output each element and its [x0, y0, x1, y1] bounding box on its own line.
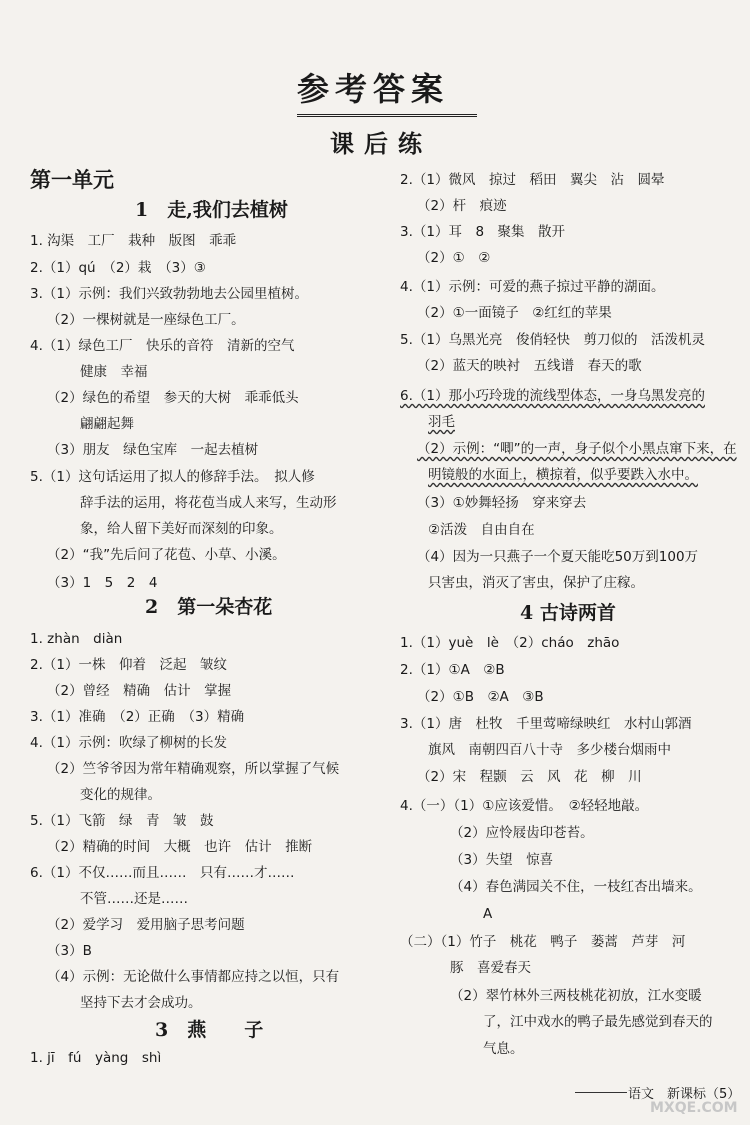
answer-line: （2）竺爷爷因为常年精确观察，所以掌握了气候 — [47, 761, 340, 777]
answer-line: （2）一棵树就是一座绿色工厂。 — [47, 312, 245, 328]
answer-line: 4.（一）（1）①应该爱惜。 ②轻轻地敲。 — [400, 798, 649, 814]
page-footer-label: 语文 新课标（5） — [628, 1087, 741, 1102]
answer-line: 2.（1）①A ②B — [400, 662, 505, 678]
answer-line: A — [483, 906, 493, 922]
answer-line: （2）应怜屐齿印苍苔。 — [450, 825, 594, 841]
answer-line: （2）宋 程颢 云 风 花 柳 川 — [417, 769, 642, 785]
answer-line: 1. 沟渠 工厂 栽种 版图 乖乖 — [30, 233, 237, 249]
answer-line: 豚 喜爱春天 — [450, 960, 531, 976]
footer-rule — [575, 1092, 627, 1093]
answer-line: （2）①B ②A ③B — [417, 689, 544, 705]
answer-line: （2）翠竹林外三两枝桃花初放，江水变暖 — [450, 988, 702, 1004]
answer-line: 6.（1）不仅……而且…… 只有……才…… — [30, 865, 295, 881]
answer-line: （3）①妙舞轻扬 穿来穿去 — [417, 495, 587, 511]
answer-line: 辞手法的运用，将花苞当成人来写，生动形 — [80, 495, 337, 511]
answer-line: 3.（1）耳 8 聚集 散开 — [400, 224, 566, 240]
answer-line: （2）蓝天的映衬 五线谱 春天的歌 — [417, 358, 642, 374]
answer-line: （4）因为一只燕子一个夏天能吃50万到100万 — [417, 549, 699, 565]
answer-line: 变化的规律。 — [80, 787, 161, 803]
answer-line: ②活泼 自由自在 — [428, 522, 535, 538]
answer-line: 只害虫，消灭了害虫，保护了庄稼。 — [428, 575, 644, 591]
answer-line: 3.（1）准确 （2）正确 （3）精确 — [30, 709, 245, 725]
answer-line: 1.（1）yuè lè （2）cháo zhāo — [400, 635, 620, 651]
answer-line: （二）（1）竹子 桃花 鸭子 蒌蒿 芦芽 河 — [400, 934, 686, 950]
answer-line: 2.（1）微风 掠过 稻田 翼尖 沾 圆晕 — [400, 172, 665, 188]
answer-line: 4.（1）绿色工厂 快乐的音符 清新的空气 — [30, 338, 295, 354]
answer-line: 3.（1）示例：我们兴致勃勃地去公园里植树。 — [30, 286, 308, 302]
lesson-heading: 4 古诗两首 — [520, 602, 616, 624]
answer-line: 2.（1）qú （2）栽 （3）③ — [30, 260, 206, 276]
answer-line: （2）曾经 精确 估计 掌握 — [47, 683, 232, 699]
answer-line: 1. jī fú yàng shì — [30, 1050, 162, 1066]
answer-line: （2）爱学习 爱用脑子思考问题 — [47, 917, 245, 933]
answer-line: 旗风 南朝四百八十寺 多少楼台烟雨中 — [428, 742, 671, 758]
watermark: MXQE.COM — [650, 1100, 738, 1116]
answer-line: 象，给人留下美好而深刻的印象。 — [80, 521, 283, 537]
answer-line: 健康 幸福 — [80, 364, 148, 380]
answer-line: 不管……还是…… — [80, 891, 188, 907]
page-title: 参考答案 — [297, 64, 477, 117]
answer-line: （2）精确的时间 大概 也许 估计 推断 — [47, 839, 313, 855]
answer-line: （2）① ② — [417, 250, 491, 266]
answer-line: （2）①一面镜子 ②红红的苹果 — [417, 305, 612, 321]
lesson-heading: 3 燕 子 — [155, 1019, 264, 1041]
answer-line: 明镜般的水面上，横掠着，似乎要跌入水中。 — [428, 467, 698, 483]
answer-line: （2）“我”先后问了花苞、小草、小溪。 — [47, 547, 286, 563]
answer-line: （3）1 5 2 4 — [47, 575, 158, 591]
answer-line: 4.（1）示例：吹绿了柳树的长发 — [30, 735, 227, 751]
answer-line: （3）失望 惊喜 — [450, 852, 554, 868]
answer-line: 了，江中戏水的鸭子最先感觉到春天的 — [483, 1014, 713, 1030]
answer-line: 2.（1）一株 仰着 泛起 皱纹 — [30, 657, 227, 673]
answer-line: （4）春色满园关不住，一枝红杏出墙来。 — [450, 879, 702, 895]
answer-line: （3）B — [47, 943, 92, 959]
answer-line: 坚持下去才会成功。 — [80, 995, 202, 1011]
answer-line: 气息。 — [483, 1041, 524, 1057]
answer-line: （4）示例：无论做什么事情都应持之以恒，只有 — [47, 969, 340, 985]
section-subtitle: 课后练 — [330, 129, 432, 158]
answer-line: （3）朋友 绿色宝库 一起去植树 — [47, 442, 259, 458]
answer-line: 5.（1）飞箭 绿 青 皱 鼓 — [30, 813, 214, 829]
answer-line: 1. zhàn diàn — [30, 631, 123, 647]
answer-line: 4.（1）示例：可爱的燕子掠过平静的湖面。 — [400, 279, 665, 295]
answer-line: 羽毛 — [428, 414, 455, 430]
unit-heading: 第一单元 — [30, 168, 114, 192]
answer-line: （2）绿色的希望 参天的大树 乖乖低头 — [47, 390, 299, 406]
answer-line: 5.（1）这句话运用了拟人的修辞手法。 拟人修 — [30, 469, 315, 485]
answer-line: 3.（1）唐 杜牧 千里莺啼绿映红 水村山郭酒 — [400, 716, 692, 732]
answer-line: 翩翩起舞 — [80, 416, 134, 432]
lesson-heading: 2 第一朵杏花 — [145, 596, 273, 618]
answer-line: 6.（1）那小巧玲珑的流线型体态，一身乌黑发亮的 — [400, 388, 705, 404]
lesson-heading: 1 走,我们去植树 — [135, 199, 288, 221]
answer-line: （2）示例：“唧”的一声，身子似个小黑点窜下来，在 — [417, 441, 737, 457]
answer-line: （2）杆 痕迹 — [417, 198, 507, 214]
answer-line: 5.（1）乌黑光亮 俊俏轻快 剪刀似的 活泼机灵 — [400, 332, 705, 348]
